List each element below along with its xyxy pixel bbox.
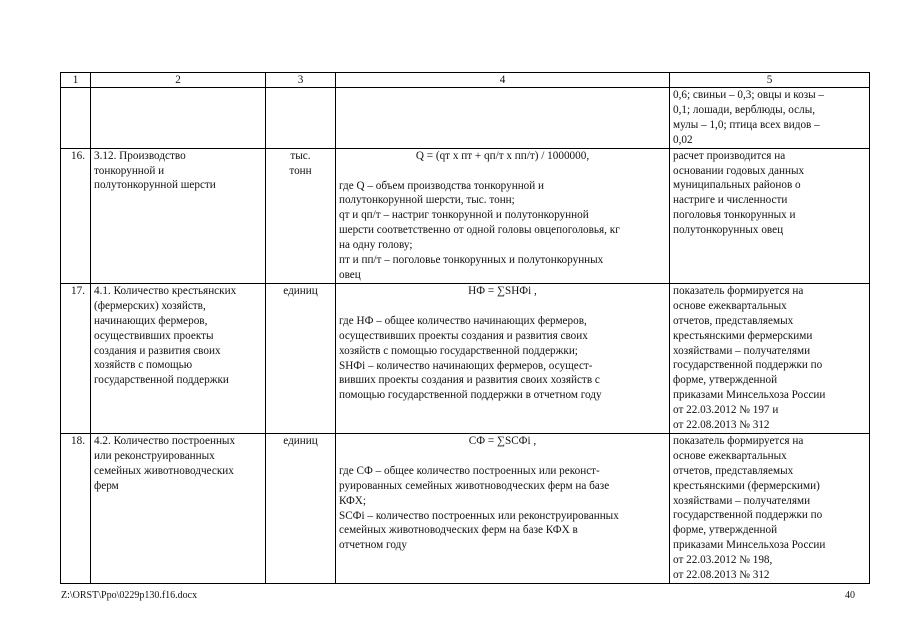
- formula-description-line: овец: [339, 268, 361, 281]
- formula-description-line: пт и пп/т – поголовье тонкорунных и полутонкорунных: [339, 254, 604, 267]
- note-cell: [670, 148, 870, 283]
- unit-line: тыс.: [290, 149, 311, 162]
- formula: Q = (qт x пт + qп/т x пп/т) / 1000000,: [415, 149, 590, 162]
- note-line: хозяйствами – получателями: [673, 494, 811, 507]
- row-number: 16.: [71, 149, 85, 162]
- note-line: настриге и численности: [673, 194, 788, 207]
- note-line: от 22.03.2012 № 198,: [673, 554, 773, 567]
- unit-cell: [266, 283, 336, 433]
- row-number-cell: [61, 283, 91, 433]
- indicator-name-line: 3.12. Производство: [94, 149, 186, 162]
- indicator-name-cell: [91, 283, 266, 433]
- row-number: 18.: [71, 434, 85, 447]
- indicator-name-cell: [91, 148, 266, 283]
- table-row: [61, 283, 870, 433]
- indicator-table: [60, 72, 870, 584]
- header-cell: 1: [61, 73, 91, 88]
- unit-line: тонн: [289, 164, 312, 177]
- header-cell: 5: [670, 73, 870, 88]
- formula-description-line: осуществивших проекты создания и развития своих: [339, 329, 588, 342]
- calculation-cell: [336, 148, 670, 283]
- note-line: 0,02: [673, 133, 693, 146]
- indicator-name-line: 4.2. Количество построенных: [94, 434, 236, 447]
- header-cell: 3: [266, 73, 336, 88]
- row-number-cell: [61, 88, 91, 149]
- indicator-name-line: государственной поддержки: [94, 374, 229, 387]
- note-line: приказами Минсельхоза России: [673, 389, 826, 402]
- table-body: [61, 88, 870, 584]
- formula-description-line: где Q – объем производства тонкорунной и: [339, 179, 545, 192]
- row-number: 17.: [71, 284, 85, 297]
- formula-description-line: полутонкорунной шерсти, тыс. тонн;: [339, 194, 515, 207]
- indicator-name-line: начинающих фермеров,: [94, 314, 208, 327]
- formula-description-line: отчетном году: [339, 539, 407, 552]
- table-row: [61, 433, 870, 583]
- formula-description-line: семейных животноводческих ферм на базе КФХ в: [339, 524, 578, 537]
- indicator-name-line: или реконструированных: [94, 449, 215, 462]
- note-line: государственной поддержки по: [673, 359, 823, 372]
- note-line: расчет производится на: [673, 149, 786, 162]
- formula-description-line: КФХ;: [339, 494, 366, 507]
- note-line: мулы – 1,0; птица всех видов –: [673, 118, 820, 131]
- unit-cell: [266, 88, 336, 149]
- note-line: приказами Минсельхоза России: [673, 539, 826, 552]
- note-line: показатель формируется на: [673, 434, 804, 447]
- formula: СФ = ∑SCФi ,: [468, 434, 537, 447]
- note-line: от 22.08.2013 № 312: [673, 419, 770, 432]
- table-row: [61, 148, 870, 283]
- note-line: 0,6; свиньи – 0,3; овцы и козы –: [673, 89, 825, 101]
- header-cell: 2: [91, 73, 266, 88]
- formula-description-line: где СФ – общее количество построенных или реконст-: [339, 464, 600, 477]
- note-line: 0,1; лошади, верблюды, ослы,: [673, 103, 816, 116]
- row-number-cell: [61, 148, 91, 283]
- note-cell: [670, 283, 870, 433]
- footer-file-path: Z:\ORST\Ppo\0229p130.f16.docx: [61, 590, 198, 601]
- formula-description-line: SHФi – количество начинающих фермеров, осущест-: [339, 359, 593, 372]
- indicator-name-line: осуществивших проекты: [94, 329, 214, 342]
- indicator-name-line: тонкорунной и: [94, 164, 165, 177]
- note-line: основе ежеквартальных: [673, 299, 787, 312]
- calculation-cell: [336, 433, 670, 583]
- indicator-name-cell: [91, 433, 266, 583]
- indicator-name-line: семейных животноводческих: [94, 464, 234, 477]
- row-number-cell: [61, 433, 91, 583]
- note-line: хозяйствами – получателями: [673, 344, 811, 357]
- unit-line: единиц: [283, 434, 318, 447]
- formula-description-line: SCФi – количество построенных или реконструированных: [339, 509, 619, 522]
- note-line: основе ежеквартальных: [673, 449, 787, 462]
- note-line: крестьянскими фермерскими: [673, 329, 813, 342]
- formula-description-line: помощью государственной поддержки в отчетном году: [339, 389, 602, 402]
- unit-line: единиц: [283, 284, 318, 297]
- indicator-name-line: создания и развития своих: [94, 344, 221, 357]
- note-line: государственной поддержки по: [673, 509, 823, 522]
- formula-description-line: qт и qп/т – настриг тонкорунной и полутонкорунной: [339, 209, 589, 222]
- indicator-name-cell: [91, 88, 266, 149]
- indicator-name-line: хозяйств с помощью: [94, 359, 193, 372]
- note-line: от 22.08.2013 № 312: [673, 569, 770, 582]
- calculation-cell: [336, 88, 670, 149]
- table-header-row: [61, 73, 870, 88]
- note-line: полутонкорунных овец: [673, 224, 784, 237]
- note-cell: [670, 433, 870, 583]
- table-row: [61, 88, 870, 149]
- formula: НФ = ∑SHФi ,: [468, 284, 537, 297]
- note-cell: [670, 88, 870, 149]
- note-line: отчетов, представляемых: [673, 314, 794, 327]
- note-line: муниципальных районов о: [673, 179, 801, 192]
- unit-cell: [266, 148, 336, 283]
- note-line: отчетов, представляемых: [673, 464, 794, 477]
- indicator-name-line: (фермерских) хозяйств,: [94, 299, 206, 312]
- indicator-name-line: полутонкорунной шерсти: [94, 179, 216, 192]
- note-line: крестьянскими (фермерскими): [673, 479, 820, 492]
- note-line: от 22.03.2012 № 197 и: [673, 404, 779, 417]
- note-line: поголовья тонкорунных и: [673, 209, 796, 222]
- unit-cell: [266, 433, 336, 583]
- formula-description-line: вивших проекты создания и развития своих хозяйств с: [339, 374, 600, 387]
- note-line: форме, утвержденной: [673, 374, 778, 387]
- formula-description-line: хозяйств с помощью государственной поддержки;: [339, 344, 578, 357]
- note-line: показатель формируется на: [673, 284, 804, 297]
- formula-description-line: шерсти соответственно от одной головы овцепоголовья, кг: [339, 224, 620, 237]
- formula-description-line: где НФ – общее количество начинающих фермеров,: [339, 314, 587, 327]
- indicator-name-line: 4.1. Количество крестьянских: [94, 284, 237, 297]
- formula-description-line: руированных семейных животноводческих ферм на базе: [339, 479, 610, 492]
- calculation-cell: [336, 283, 670, 433]
- note-line: основании годовых данных: [673, 164, 805, 177]
- note-line: форме, утвержденной: [673, 524, 778, 537]
- formula-description-line: на одну голову;: [339, 239, 413, 252]
- page-number: 40: [845, 590, 855, 601]
- indicator-name-line: ферм: [94, 479, 119, 492]
- header-cell: 4: [336, 73, 670, 88]
